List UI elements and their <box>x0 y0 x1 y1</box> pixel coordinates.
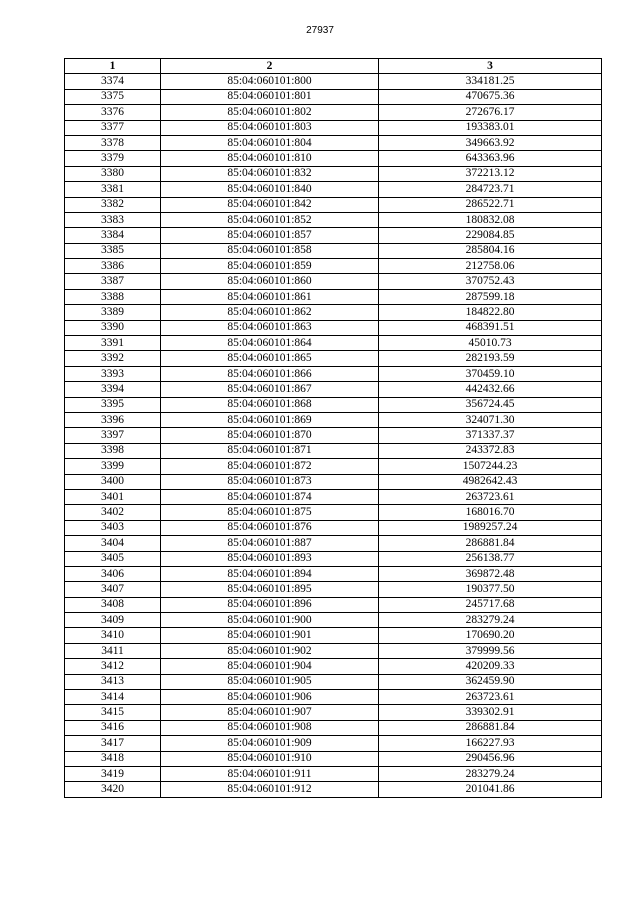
row-index-cell: 3378 <box>65 135 161 150</box>
cadastral-number-cell: 85:04:060101:893 <box>161 551 379 566</box>
cadastral-number-cell: 85:04:060101:800 <box>161 74 379 89</box>
cadastral-number-cell: 85:04:060101:911 <box>161 766 379 781</box>
table-row <box>65 474 602 489</box>
row-index-cell: 3384 <box>65 228 161 243</box>
cadastral-number-cell: 85:04:060101:896 <box>161 597 379 612</box>
cadastral-number-cell: 85:04:060101:860 <box>161 274 379 289</box>
value-cell: 283279.24 <box>379 613 602 628</box>
cadastral-number-cell: 85:04:060101:902 <box>161 643 379 658</box>
table-row <box>65 74 602 89</box>
row-index-cell: 3414 <box>65 690 161 705</box>
cadastral-number-cell: 85:04:060101:894 <box>161 566 379 581</box>
cadastral-number-cell: 85:04:060101:912 <box>161 782 379 797</box>
row-index-cell: 3405 <box>65 551 161 566</box>
table-row <box>65 751 602 766</box>
value-cell: 263723.61 <box>379 690 602 705</box>
value-cell: 324071.30 <box>379 412 602 427</box>
table-row <box>65 212 602 227</box>
cadastral-number-cell: 85:04:060101:862 <box>161 305 379 320</box>
row-index-cell: 3413 <box>65 674 161 689</box>
table-header-row <box>65 59 602 74</box>
cadastral-number-cell: 85:04:060101:802 <box>161 105 379 120</box>
value-cell: 263723.61 <box>379 489 602 504</box>
value-cell: 256138.77 <box>379 551 602 566</box>
cadastral-number-cell: 85:04:060101:907 <box>161 705 379 720</box>
column-header-2: 2 <box>161 59 379 74</box>
table-row <box>65 659 602 674</box>
table-row <box>65 397 602 412</box>
row-index-cell: 3420 <box>65 782 161 797</box>
cadastral-number-cell: 85:04:060101:870 <box>161 428 379 443</box>
table-row <box>65 505 602 520</box>
value-cell: 334181.25 <box>379 74 602 89</box>
value-cell: 168016.70 <box>379 505 602 520</box>
value-cell: 45010.73 <box>379 336 602 351</box>
row-index-cell: 3380 <box>65 166 161 181</box>
table-row <box>65 628 602 643</box>
value-cell: 339302.91 <box>379 705 602 720</box>
cadastral-number-cell: 85:04:060101:910 <box>161 751 379 766</box>
value-cell: 1507244.23 <box>379 459 602 474</box>
row-index-cell: 3406 <box>65 566 161 581</box>
value-cell: 1989257.24 <box>379 520 602 535</box>
value-cell: 290456.96 <box>379 751 602 766</box>
row-index-cell: 3407 <box>65 582 161 597</box>
table-row <box>65 520 602 535</box>
cadastral-number-cell: 85:04:060101:875 <box>161 505 379 520</box>
row-index-cell: 3393 <box>65 366 161 381</box>
table-row <box>65 690 602 705</box>
table-row <box>65 705 602 720</box>
value-cell: 370459.10 <box>379 366 602 381</box>
cadastral-number-cell: 85:04:060101:840 <box>161 182 379 197</box>
value-cell: 180832.08 <box>379 212 602 227</box>
cadastral-number-cell: 85:04:060101:868 <box>161 397 379 412</box>
cadastral-number-cell: 85:04:060101:842 <box>161 197 379 212</box>
value-cell: 282193.59 <box>379 351 602 366</box>
value-cell: 362459.90 <box>379 674 602 689</box>
row-index-cell: 3381 <box>65 182 161 197</box>
row-index-cell: 3401 <box>65 489 161 504</box>
row-index-cell: 3410 <box>65 628 161 643</box>
row-index-cell: 3394 <box>65 382 161 397</box>
data-table <box>64 58 602 798</box>
row-index-cell: 3417 <box>65 736 161 751</box>
value-cell: 4982642.43 <box>379 474 602 489</box>
table-row <box>65 674 602 689</box>
table-row <box>65 320 602 335</box>
row-index-cell: 3388 <box>65 289 161 304</box>
table-row <box>65 551 602 566</box>
table-row <box>65 766 602 781</box>
row-index-cell: 3391 <box>65 336 161 351</box>
table-row <box>65 489 602 504</box>
value-cell: 283279.24 <box>379 766 602 781</box>
cadastral-number-cell: 85:04:060101:905 <box>161 674 379 689</box>
value-cell: 286881.84 <box>379 536 602 551</box>
table-row <box>65 428 602 443</box>
row-index-cell: 3411 <box>65 643 161 658</box>
table-row <box>65 613 602 628</box>
cadastral-number-cell: 85:04:060101:895 <box>161 582 379 597</box>
row-index-cell: 3402 <box>65 505 161 520</box>
value-cell: 285804.16 <box>379 243 602 258</box>
row-index-cell: 3409 <box>65 613 161 628</box>
row-index-cell: 3387 <box>65 274 161 289</box>
row-index-cell: 3374 <box>65 74 161 89</box>
row-index-cell: 3415 <box>65 705 161 720</box>
value-cell: 272676.17 <box>379 105 602 120</box>
row-index-cell: 3398 <box>65 443 161 458</box>
value-cell: 170690.20 <box>379 628 602 643</box>
value-cell: 420209.33 <box>379 659 602 674</box>
row-index-cell: 3385 <box>65 243 161 258</box>
row-index-cell: 3383 <box>65 212 161 227</box>
row-index-cell: 3396 <box>65 412 161 427</box>
value-cell: 284723.71 <box>379 182 602 197</box>
cadastral-number-cell: 85:04:060101:866 <box>161 366 379 381</box>
row-index-cell: 3377 <box>65 120 161 135</box>
table-row <box>65 459 602 474</box>
row-index-cell: 3400 <box>65 474 161 489</box>
value-cell: 643363.96 <box>379 151 602 166</box>
table-row <box>65 274 602 289</box>
table-row <box>65 289 602 304</box>
value-cell: 442432.66 <box>379 382 602 397</box>
table-row <box>65 536 602 551</box>
table-row <box>65 566 602 581</box>
table-row <box>65 720 602 735</box>
row-index-cell: 3399 <box>65 459 161 474</box>
cadastral-number-cell: 85:04:060101:887 <box>161 536 379 551</box>
table-row <box>65 228 602 243</box>
row-index-cell: 3395 <box>65 397 161 412</box>
table-row <box>65 782 602 797</box>
value-cell: 245717.68 <box>379 597 602 612</box>
table-row <box>65 582 602 597</box>
cadastral-number-cell: 85:04:060101:901 <box>161 628 379 643</box>
value-cell: 286881.84 <box>379 720 602 735</box>
cadastral-number-cell: 85:04:060101:801 <box>161 89 379 104</box>
table-row <box>65 597 602 612</box>
table-row <box>65 643 602 658</box>
row-index-cell: 3375 <box>65 89 161 104</box>
row-index-cell: 3404 <box>65 536 161 551</box>
table-body <box>65 74 602 797</box>
cadastral-number-cell: 85:04:060101:908 <box>161 720 379 735</box>
value-cell: 356724.45 <box>379 397 602 412</box>
cadastral-number-cell: 85:04:060101:858 <box>161 243 379 258</box>
cadastral-number-cell: 85:04:060101:803 <box>161 120 379 135</box>
row-index-cell: 3416 <box>65 720 161 735</box>
table-row <box>65 120 602 135</box>
value-cell: 370752.43 <box>379 274 602 289</box>
row-index-cell: 3382 <box>65 197 161 212</box>
cadastral-number-cell: 85:04:060101:869 <box>161 412 379 427</box>
cadastral-number-cell: 85:04:060101:804 <box>161 135 379 150</box>
row-index-cell: 3389 <box>65 305 161 320</box>
row-index-cell: 3376 <box>65 105 161 120</box>
table-row <box>65 151 602 166</box>
value-cell: 371337.37 <box>379 428 602 443</box>
column-header-3: 3 <box>379 59 602 74</box>
value-cell: 193383.01 <box>379 120 602 135</box>
row-index-cell: 3390 <box>65 320 161 335</box>
cadastral-number-cell: 85:04:060101:832 <box>161 166 379 181</box>
value-cell: 166227.93 <box>379 736 602 751</box>
table-row <box>65 243 602 258</box>
cadastral-number-cell: 85:04:060101:909 <box>161 736 379 751</box>
row-index-cell: 3392 <box>65 351 161 366</box>
value-cell: 287599.18 <box>379 289 602 304</box>
row-index-cell: 3412 <box>65 659 161 674</box>
cadastral-number-cell: 85:04:060101:863 <box>161 320 379 335</box>
row-index-cell: 3379 <box>65 151 161 166</box>
table-row <box>65 135 602 150</box>
value-cell: 379999.56 <box>379 643 602 658</box>
row-index-cell: 3397 <box>65 428 161 443</box>
value-cell: 468391.51 <box>379 320 602 335</box>
table-row <box>65 443 602 458</box>
cadastral-number-cell: 85:04:060101:857 <box>161 228 379 243</box>
value-cell: 372213.12 <box>379 166 602 181</box>
cadastral-number-cell: 85:04:060101:859 <box>161 259 379 274</box>
value-cell: 286522.71 <box>379 197 602 212</box>
table-row <box>65 305 602 320</box>
cadastral-number-cell: 85:04:060101:852 <box>161 212 379 227</box>
table-row <box>65 182 602 197</box>
cadastral-number-cell: 85:04:060101:872 <box>161 459 379 474</box>
table-row <box>65 166 602 181</box>
value-cell: 229084.85 <box>379 228 602 243</box>
table-row <box>65 259 602 274</box>
cadastral-number-cell: 85:04:060101:876 <box>161 520 379 535</box>
value-cell: 243372.83 <box>379 443 602 458</box>
cadastral-number-cell: 85:04:060101:873 <box>161 474 379 489</box>
value-cell: 201041.86 <box>379 782 602 797</box>
value-cell: 212758.06 <box>379 259 602 274</box>
page-number: 27937 <box>306 25 334 36</box>
row-index-cell: 3418 <box>65 751 161 766</box>
value-cell: 369872.48 <box>379 566 602 581</box>
value-cell: 470675.36 <box>379 89 602 104</box>
cadastral-number-cell: 85:04:060101:904 <box>161 659 379 674</box>
column-header-1: 1 <box>65 59 161 74</box>
value-cell: 184822.80 <box>379 305 602 320</box>
row-index-cell: 3408 <box>65 597 161 612</box>
value-cell: 349663.92 <box>379 135 602 150</box>
row-index-cell: 3419 <box>65 766 161 781</box>
cadastral-number-cell: 85:04:060101:810 <box>161 151 379 166</box>
cadastral-number-cell: 85:04:060101:900 <box>161 613 379 628</box>
table-row <box>65 366 602 381</box>
table-row <box>65 351 602 366</box>
table-row <box>65 412 602 427</box>
cadastral-number-cell: 85:04:060101:871 <box>161 443 379 458</box>
table-row <box>65 197 602 212</box>
table-row <box>65 105 602 120</box>
table-row <box>65 89 602 104</box>
table-row <box>65 736 602 751</box>
row-index-cell: 3403 <box>65 520 161 535</box>
cadastral-number-cell: 85:04:060101:874 <box>161 489 379 504</box>
cadastral-number-cell: 85:04:060101:867 <box>161 382 379 397</box>
value-cell: 190377.50 <box>379 582 602 597</box>
table-row <box>65 382 602 397</box>
row-index-cell: 3386 <box>65 259 161 274</box>
table-row <box>65 336 602 351</box>
cadastral-number-cell: 85:04:060101:906 <box>161 690 379 705</box>
cadastral-number-cell: 85:04:060101:865 <box>161 351 379 366</box>
cadastral-number-cell: 85:04:060101:861 <box>161 289 379 304</box>
cadastral-number-cell: 85:04:060101:864 <box>161 336 379 351</box>
